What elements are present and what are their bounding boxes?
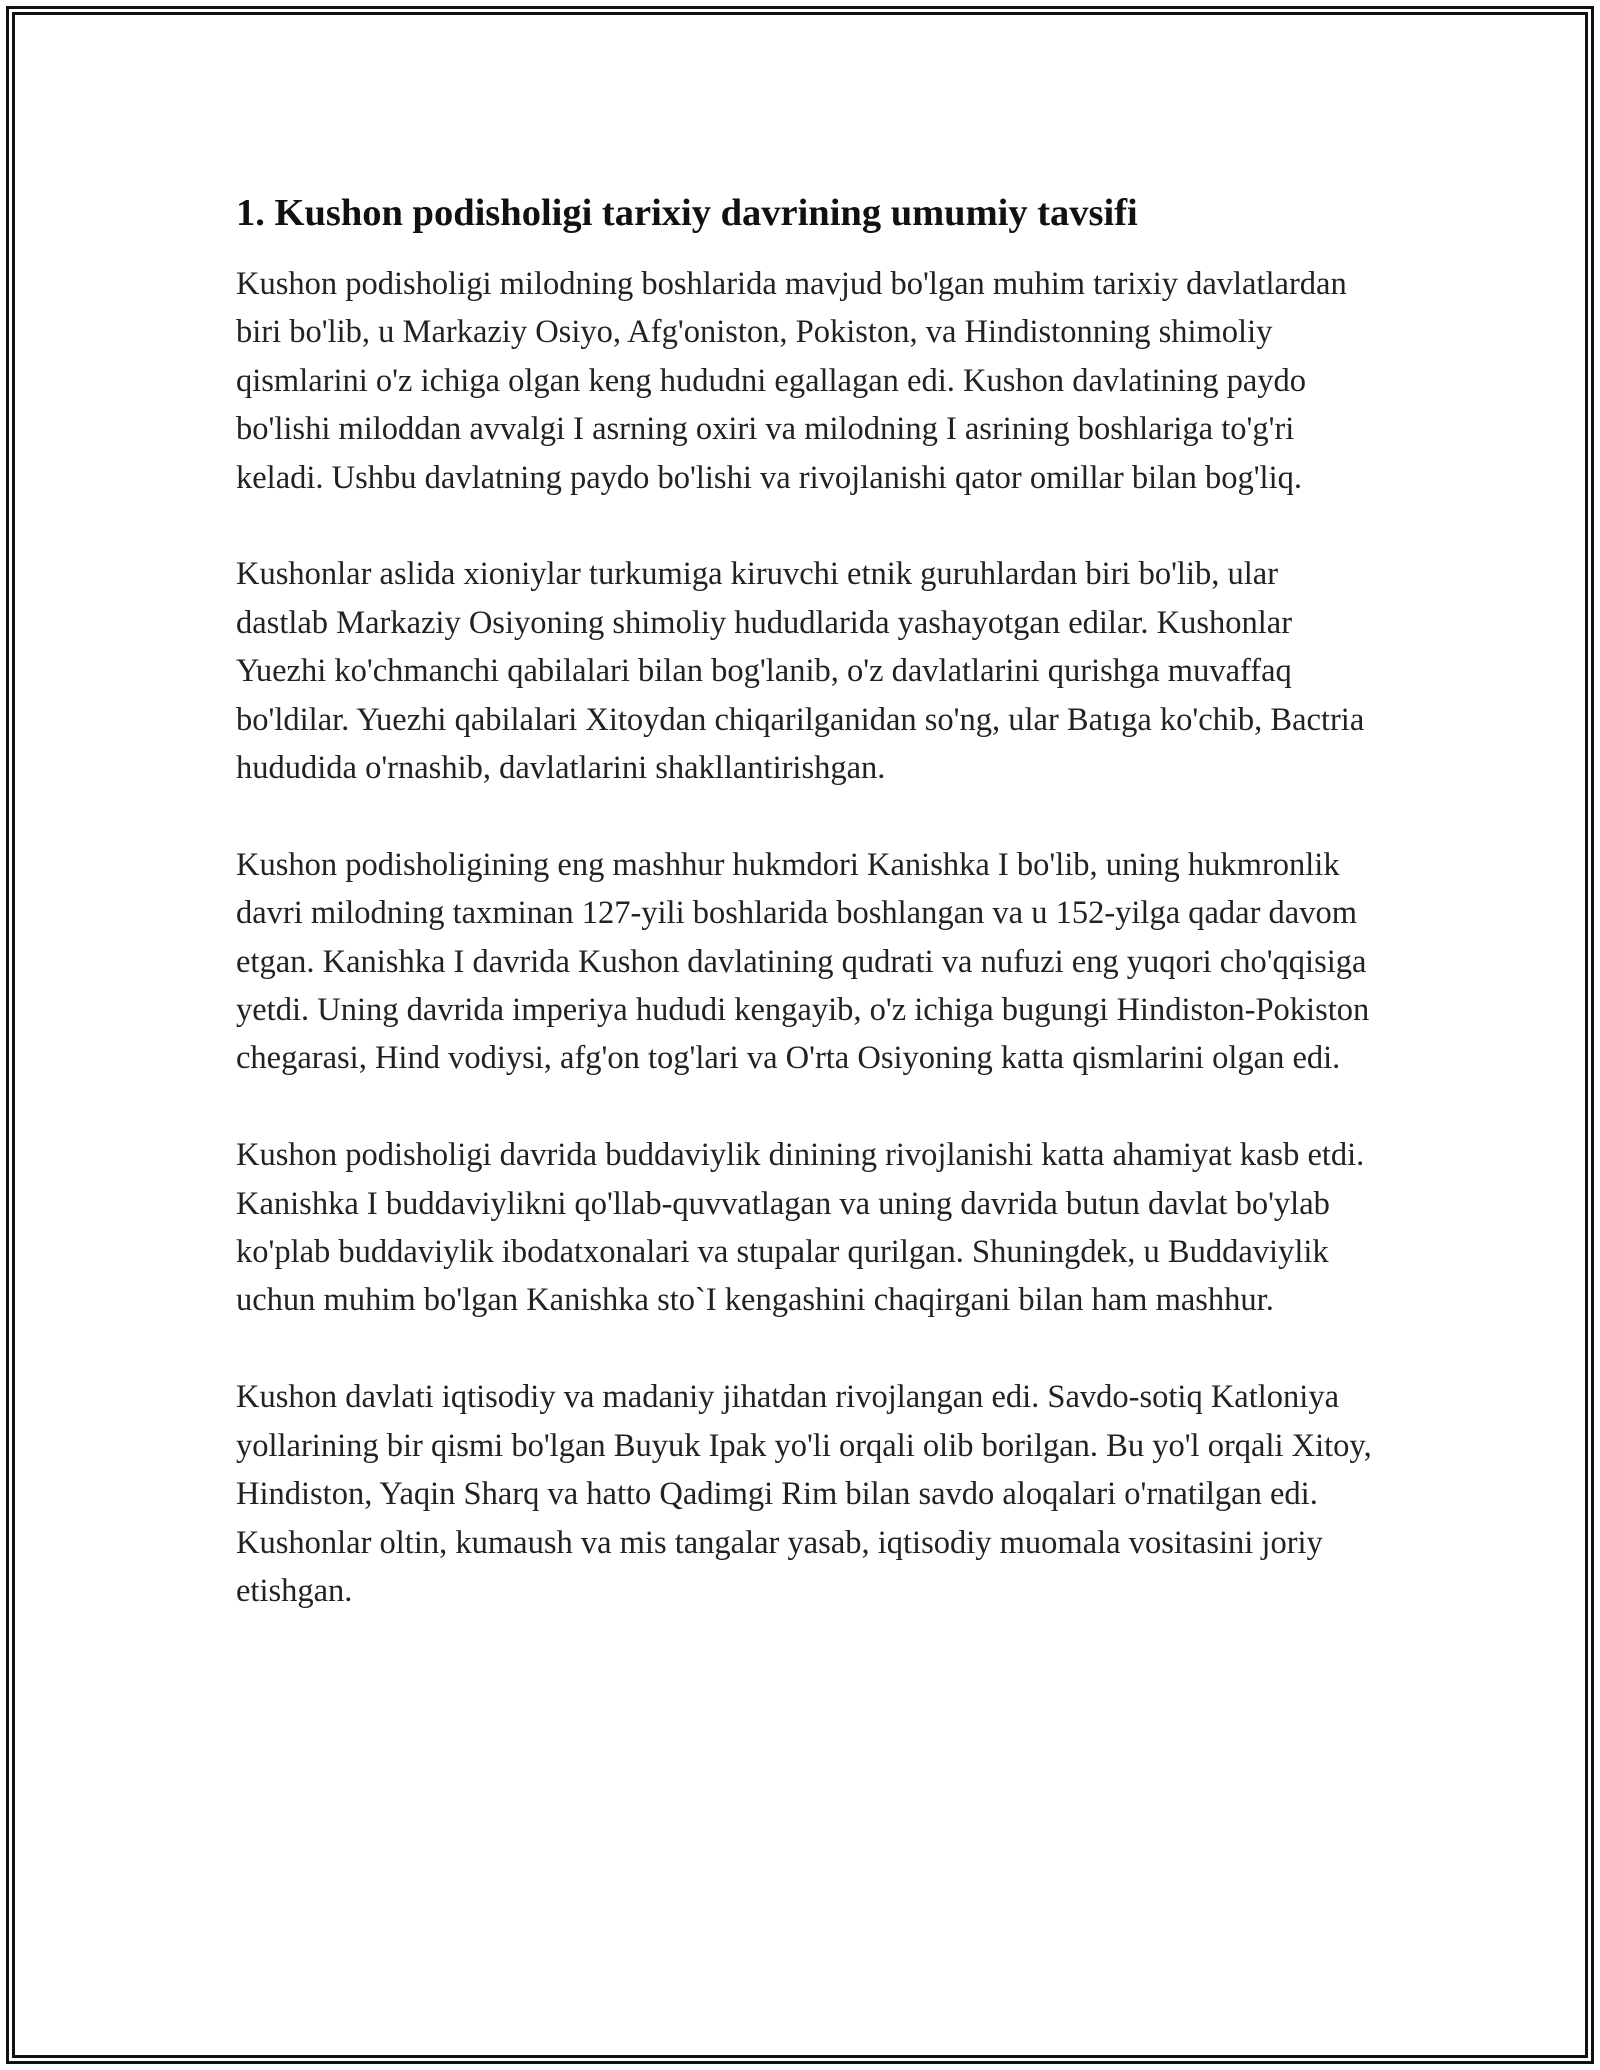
paragraph-3: Kushon podisholigining eng mashhur hukmdori Kanishka I bo'lib, uning hukmronlik davri milodning taxminan 127-yili boshlarida boshlangan va u 152-yilga qadar davom etgan. Kanishka I davrida Kushon davlatining qudrati va nufuzi eng yuqori cho'qqisiga yetdi. Uning davrida imperiya hududi kengayib, o'z ichiga bugungi Hindiston-Pokiston chegarasi, Hind vodiysi, afg'on tog'lari va O'rta Osiyoning katta qismlarini olgan edi. bbox=[236, 846, 1370, 1077]
section-heading: 1. Kushon podisholigi tarixiy davrining umumiy tavsifi bbox=[236, 192, 1138, 234]
paragraph-2: Kushonlar aslida xioniylar turkumiga kiruvchi etnik guruhlardan biri bo'lib, ular dastlab Markaziy Osiyoning shimoliy hududlarida yashayotgan edilar. Kushonlar Yuezhi ko'chmanchi qabilalari bilan bog'lanib, o'z davlatlarini qurishga muvaffaq bo'ldilar. Yuezhi qabilalari Xitoydan chiqarilganidan so'ng, ular Batıga ko'chib, Bactria hududida o'rnashib, davlatlarini shakllantirishgan. bbox=[236, 556, 1365, 787]
document-body bbox=[236, 188, 1376, 1664]
paragraph-1: Kushon podisholigi milodning boshlarida mavjud bo'lgan muhim tarixiy davlatlardan biri bo'lib, u Markaziy Osiyo, Afg'oniston, Pokiston, va Hindistonning shimoliy qismlarini o'z ichiga olgan keng hududni egallagan edi. Kushon davlatining paydo bo'lishi miloddan avvalgi I asrning oxiri va milodning I asrining boshlariga to'g'ri keladi. Ushbu davlatning paydo bo'lishi va rivojlanishi qator omillar bilan bog'liq. bbox=[236, 266, 1347, 496]
paragraph-4: Kushon podisholigi davrida buddaviylik dinining rivojlanishi katta ahamiyat kasb etdi. Kanishka I buddaviylikni qo'llab-quvvatlagan va uning davrida butun davlat bo'ylab ko'plab buddaviylik ibodatxonalari va stupalar qurilgan. Shuningdek, u Buddaviylik uchun muhim bo'lgan Kanishka sto`I kengashini chaqirgani bilan ham mashhur. bbox=[236, 1137, 1365, 1319]
paragraph-5: Kushon davlati iqtisodiy va madaniy jihatdan rivojlangan edi. Savdo-sotiq Katloniya yollarining bir qismi bo'lgan Buyuk Ipak yo'li orqali olib borilgan. Bu yo'l orqali Xitoy, Hindiston, Yaqin Sharq va hatto Qadimgi Rim bilan savdo aloqalari o'rnatilgan edi. Kushonlar oltin, kumaush va mis tangalar yasab, iqtisodiy muomala vositasini joriy etishgan. bbox=[236, 1379, 1372, 1609]
